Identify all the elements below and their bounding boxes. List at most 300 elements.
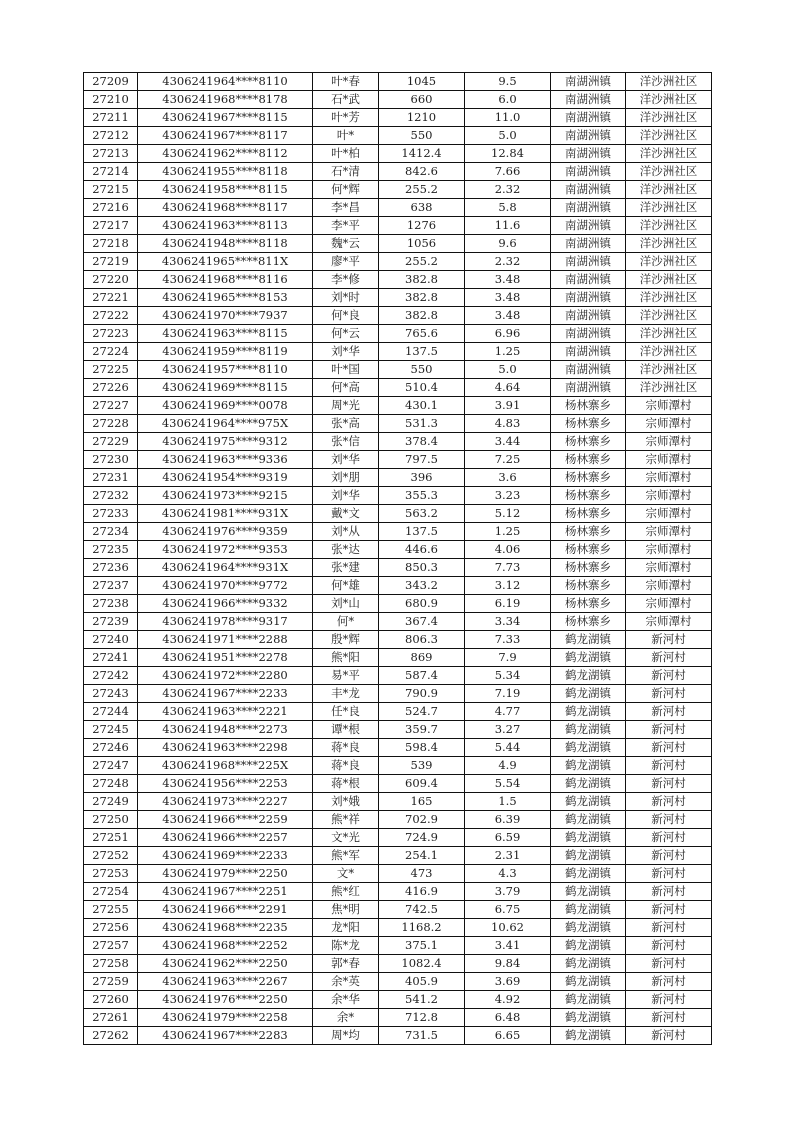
township-cell: 鹤龙湖镇 xyxy=(551,955,626,973)
amount-cell: 638 xyxy=(379,199,465,217)
serial-number-cell: 27213 xyxy=(84,145,138,163)
table-row xyxy=(84,271,712,289)
township-cell: 杨林寨乡 xyxy=(551,451,626,469)
township-cell: 杨林寨乡 xyxy=(551,487,626,505)
name-cell: 何*高 xyxy=(313,379,379,397)
id-number-cell: 4306241964****931X xyxy=(138,559,313,577)
amount-cell: 405.9 xyxy=(379,973,465,991)
amount-cell: 765.6 xyxy=(379,325,465,343)
table-row xyxy=(84,181,712,199)
amount-cell: 790.9 xyxy=(379,685,465,703)
area-cell: 1.5 xyxy=(465,793,551,811)
village-cell: 宗师潭村 xyxy=(626,595,712,613)
table-row xyxy=(84,937,712,955)
area-cell: 3.34 xyxy=(465,613,551,631)
township-cell: 南湖洲镇 xyxy=(551,253,626,271)
table-row xyxy=(84,559,712,577)
village-cell: 洋沙洲社区 xyxy=(626,217,712,235)
table-row xyxy=(84,1027,712,1045)
village-cell: 洋沙洲社区 xyxy=(626,271,712,289)
village-cell: 洋沙洲社区 xyxy=(626,235,712,253)
table-row xyxy=(84,595,712,613)
table-row xyxy=(84,865,712,883)
village-cell: 新河村 xyxy=(626,991,712,1009)
amount-cell: 742.5 xyxy=(379,901,465,919)
name-cell: 刘*娥 xyxy=(313,793,379,811)
amount-cell: 137.5 xyxy=(379,523,465,541)
amount-cell: 396 xyxy=(379,469,465,487)
table-row xyxy=(84,109,712,127)
township-cell: 鹤龙湖镇 xyxy=(551,1009,626,1027)
name-cell: 刘*从 xyxy=(313,523,379,541)
amount-cell: 165 xyxy=(379,793,465,811)
amount-cell: 446.6 xyxy=(379,541,465,559)
id-number-cell: 4306241968****8178 xyxy=(138,91,313,109)
village-cell: 洋沙洲社区 xyxy=(626,361,712,379)
id-number-cell: 4306241963****2298 xyxy=(138,739,313,757)
name-cell: 焦*明 xyxy=(313,901,379,919)
township-cell: 杨林寨乡 xyxy=(551,559,626,577)
serial-number-cell: 27260 xyxy=(84,991,138,1009)
amount-cell: 712.8 xyxy=(379,1009,465,1027)
serial-number-cell: 27219 xyxy=(84,253,138,271)
name-cell: 易*平 xyxy=(313,667,379,685)
serial-number-cell: 27225 xyxy=(84,361,138,379)
serial-number-cell: 27250 xyxy=(84,811,138,829)
township-cell: 鹤龙湖镇 xyxy=(551,667,626,685)
amount-cell: 382.8 xyxy=(379,307,465,325)
township-cell: 南湖洲镇 xyxy=(551,379,626,397)
name-cell: 叶*国 xyxy=(313,361,379,379)
village-cell: 宗师潭村 xyxy=(626,469,712,487)
area-cell: 3.91 xyxy=(465,397,551,415)
village-cell: 新河村 xyxy=(626,937,712,955)
village-cell: 新河村 xyxy=(626,1027,712,1045)
name-cell: 叶*芳 xyxy=(313,109,379,127)
name-cell: 余*英 xyxy=(313,973,379,991)
township-cell: 鹤龙湖镇 xyxy=(551,919,626,937)
id-number-cell: 4306241967****2283 xyxy=(138,1027,313,1045)
table-row xyxy=(84,1009,712,1027)
table-row xyxy=(84,901,712,919)
amount-cell: 416.9 xyxy=(379,883,465,901)
table-row xyxy=(84,325,712,343)
id-number-cell: 4306241968****225X xyxy=(138,757,313,775)
township-cell: 鹤龙湖镇 xyxy=(551,631,626,649)
table-body xyxy=(84,73,712,1045)
village-cell: 洋沙洲社区 xyxy=(626,73,712,91)
village-cell: 新河村 xyxy=(626,757,712,775)
serial-number-cell: 27246 xyxy=(84,739,138,757)
village-cell: 洋沙洲社区 xyxy=(626,307,712,325)
amount-cell: 355.3 xyxy=(379,487,465,505)
name-cell: 李*平 xyxy=(313,217,379,235)
name-cell: 张*信 xyxy=(313,433,379,451)
serial-number-cell: 27245 xyxy=(84,721,138,739)
name-cell: 文*光 xyxy=(313,829,379,847)
name-cell: 李*昌 xyxy=(313,199,379,217)
township-cell: 南湖洲镇 xyxy=(551,145,626,163)
serial-number-cell: 27214 xyxy=(84,163,138,181)
area-cell: 9.5 xyxy=(465,73,551,91)
serial-number-cell: 27252 xyxy=(84,847,138,865)
id-number-cell: 4306241965****8153 xyxy=(138,289,313,307)
village-cell: 新河村 xyxy=(626,631,712,649)
village-cell: 新河村 xyxy=(626,847,712,865)
township-cell: 鹤龙湖镇 xyxy=(551,865,626,883)
area-cell: 6.59 xyxy=(465,829,551,847)
area-cell: 3.48 xyxy=(465,307,551,325)
serial-number-cell: 27248 xyxy=(84,775,138,793)
area-cell: 1.25 xyxy=(465,523,551,541)
name-cell: 熊*红 xyxy=(313,883,379,901)
name-cell: 任*良 xyxy=(313,703,379,721)
id-number-cell: 4306241958****8115 xyxy=(138,181,313,199)
name-cell: 何*雄 xyxy=(313,577,379,595)
name-cell: 刘*朋 xyxy=(313,469,379,487)
name-cell: 石*武 xyxy=(313,91,379,109)
table-row xyxy=(84,883,712,901)
table-row xyxy=(84,127,712,145)
village-cell: 宗师潭村 xyxy=(626,415,712,433)
amount-cell: 806.3 xyxy=(379,631,465,649)
amount-cell: 598.4 xyxy=(379,739,465,757)
table-row xyxy=(84,253,712,271)
amount-cell: 137.5 xyxy=(379,343,465,361)
name-cell: 周*均 xyxy=(313,1027,379,1045)
name-cell: 熊*军 xyxy=(313,847,379,865)
serial-number-cell: 27241 xyxy=(84,649,138,667)
id-number-cell: 4306241967****8117 xyxy=(138,127,313,145)
table-row xyxy=(84,163,712,181)
serial-number-cell: 27249 xyxy=(84,793,138,811)
name-cell: 张*高 xyxy=(313,415,379,433)
amount-cell: 731.5 xyxy=(379,1027,465,1045)
amount-cell: 539 xyxy=(379,757,465,775)
area-cell: 6.65 xyxy=(465,1027,551,1045)
area-cell: 7.66 xyxy=(465,163,551,181)
name-cell: 石*清 xyxy=(313,163,379,181)
village-cell: 新河村 xyxy=(626,901,712,919)
amount-cell: 382.8 xyxy=(379,289,465,307)
amount-cell: 541.2 xyxy=(379,991,465,1009)
area-cell: 5.34 xyxy=(465,667,551,685)
serial-number-cell: 27223 xyxy=(84,325,138,343)
serial-number-cell: 27217 xyxy=(84,217,138,235)
area-cell: 4.06 xyxy=(465,541,551,559)
village-cell: 新河村 xyxy=(626,685,712,703)
amount-cell: 254.1 xyxy=(379,847,465,865)
name-cell: 丰*龙 xyxy=(313,685,379,703)
serial-number-cell: 27231 xyxy=(84,469,138,487)
id-number-cell: 4306241975****9312 xyxy=(138,433,313,451)
name-cell: 叶* xyxy=(313,127,379,145)
id-number-cell: 4306241969****2233 xyxy=(138,847,313,865)
serial-number-cell: 27227 xyxy=(84,397,138,415)
area-cell: 10.62 xyxy=(465,919,551,937)
table-row xyxy=(84,991,712,1009)
village-cell: 新河村 xyxy=(626,739,712,757)
name-cell: 刘*山 xyxy=(313,595,379,613)
amount-cell: 255.2 xyxy=(379,181,465,199)
amount-cell: 359.7 xyxy=(379,721,465,739)
table-row xyxy=(84,469,712,487)
id-number-cell: 4306241968****8117 xyxy=(138,199,313,217)
table-row xyxy=(84,631,712,649)
village-cell: 洋沙洲社区 xyxy=(626,199,712,217)
area-cell: 7.33 xyxy=(465,631,551,649)
area-cell: 11.0 xyxy=(465,109,551,127)
id-number-cell: 4306241957****8110 xyxy=(138,361,313,379)
area-cell: 3.79 xyxy=(465,883,551,901)
area-cell: 3.44 xyxy=(465,433,551,451)
township-cell: 杨林寨乡 xyxy=(551,469,626,487)
township-cell: 鹤龙湖镇 xyxy=(551,649,626,667)
township-cell: 鹤龙湖镇 xyxy=(551,757,626,775)
area-cell: 3.48 xyxy=(465,289,551,307)
area-cell: 6.19 xyxy=(465,595,551,613)
village-cell: 宗师潭村 xyxy=(626,613,712,631)
township-cell: 鹤龙湖镇 xyxy=(551,811,626,829)
serial-number-cell: 27224 xyxy=(84,343,138,361)
table-row xyxy=(84,955,712,973)
area-cell: 9.84 xyxy=(465,955,551,973)
id-number-cell: 4306241954****9319 xyxy=(138,469,313,487)
amount-cell: 869 xyxy=(379,649,465,667)
table-row xyxy=(84,757,712,775)
amount-cell: 550 xyxy=(379,361,465,379)
village-cell: 宗师潭村 xyxy=(626,451,712,469)
id-number-cell: 4306241969****0078 xyxy=(138,397,313,415)
table-row xyxy=(84,433,712,451)
amount-cell: 1168.2 xyxy=(379,919,465,937)
id-number-cell: 4306241971****2288 xyxy=(138,631,313,649)
township-cell: 鹤龙湖镇 xyxy=(551,739,626,757)
village-cell: 宗师潭村 xyxy=(626,523,712,541)
table-row xyxy=(84,685,712,703)
serial-number-cell: 27262 xyxy=(84,1027,138,1045)
township-cell: 杨林寨乡 xyxy=(551,505,626,523)
township-cell: 南湖洲镇 xyxy=(551,181,626,199)
amount-cell: 660 xyxy=(379,91,465,109)
name-cell: 熊*阳 xyxy=(313,649,379,667)
township-cell: 鹤龙湖镇 xyxy=(551,1027,626,1045)
area-cell: 7.73 xyxy=(465,559,551,577)
serial-number-cell: 27209 xyxy=(84,73,138,91)
id-number-cell: 4306241970****7937 xyxy=(138,307,313,325)
table-row xyxy=(84,73,712,91)
serial-number-cell: 27228 xyxy=(84,415,138,433)
serial-number-cell: 27256 xyxy=(84,919,138,937)
table-row xyxy=(84,721,712,739)
area-cell: 4.77 xyxy=(465,703,551,721)
area-cell: 4.83 xyxy=(465,415,551,433)
serial-number-cell: 27216 xyxy=(84,199,138,217)
id-number-cell: 4306241959****8119 xyxy=(138,343,313,361)
village-cell: 洋沙洲社区 xyxy=(626,253,712,271)
amount-cell: 510.4 xyxy=(379,379,465,397)
township-cell: 杨林寨乡 xyxy=(551,613,626,631)
amount-cell: 702.9 xyxy=(379,811,465,829)
amount-cell: 850.3 xyxy=(379,559,465,577)
area-cell: 3.41 xyxy=(465,937,551,955)
township-cell: 鹤龙湖镇 xyxy=(551,793,626,811)
name-cell: 文* xyxy=(313,865,379,883)
table-row xyxy=(84,667,712,685)
name-cell: 廖*平 xyxy=(313,253,379,271)
serial-number-cell: 27221 xyxy=(84,289,138,307)
table-row xyxy=(84,505,712,523)
area-cell: 6.39 xyxy=(465,811,551,829)
area-cell: 5.44 xyxy=(465,739,551,757)
amount-cell: 842.6 xyxy=(379,163,465,181)
village-cell: 新河村 xyxy=(626,865,712,883)
amount-cell: 1412.4 xyxy=(379,145,465,163)
id-number-cell: 4306241973****9215 xyxy=(138,487,313,505)
amount-cell: 563.2 xyxy=(379,505,465,523)
township-cell: 鹤龙湖镇 xyxy=(551,829,626,847)
village-cell: 洋沙洲社区 xyxy=(626,181,712,199)
amount-cell: 1056 xyxy=(379,235,465,253)
name-cell: 何*云 xyxy=(313,325,379,343)
amount-cell: 378.4 xyxy=(379,433,465,451)
amount-cell: 524.7 xyxy=(379,703,465,721)
village-cell: 新河村 xyxy=(626,919,712,937)
township-cell: 鹤龙湖镇 xyxy=(551,883,626,901)
table-row xyxy=(84,145,712,163)
area-cell: 7.9 xyxy=(465,649,551,667)
area-cell: 4.64 xyxy=(465,379,551,397)
township-cell: 南湖洲镇 xyxy=(551,199,626,217)
township-cell: 南湖洲镇 xyxy=(551,235,626,253)
table-row xyxy=(84,919,712,937)
amount-cell: 382.8 xyxy=(379,271,465,289)
village-cell: 宗师潭村 xyxy=(626,487,712,505)
amount-cell: 343.2 xyxy=(379,577,465,595)
township-cell: 南湖洲镇 xyxy=(551,271,626,289)
id-number-cell: 4306241962****8112 xyxy=(138,145,313,163)
amount-cell: 724.9 xyxy=(379,829,465,847)
area-cell: 11.6 xyxy=(465,217,551,235)
name-cell: 何*辉 xyxy=(313,181,379,199)
village-cell: 新河村 xyxy=(626,703,712,721)
id-number-cell: 4306241964****975X xyxy=(138,415,313,433)
township-cell: 南湖洲镇 xyxy=(551,163,626,181)
village-cell: 宗师潭村 xyxy=(626,397,712,415)
id-number-cell: 4306241968****2252 xyxy=(138,937,313,955)
township-cell: 南湖洲镇 xyxy=(551,343,626,361)
name-cell: 余* xyxy=(313,1009,379,1027)
serial-number-cell: 27220 xyxy=(84,271,138,289)
township-cell: 杨林寨乡 xyxy=(551,433,626,451)
amount-cell: 609.4 xyxy=(379,775,465,793)
area-cell: 5.0 xyxy=(465,361,551,379)
serial-number-cell: 27232 xyxy=(84,487,138,505)
amount-cell: 550 xyxy=(379,127,465,145)
serial-number-cell: 27234 xyxy=(84,523,138,541)
id-number-cell: 4306241981****931X xyxy=(138,505,313,523)
id-number-cell: 4306241963****2221 xyxy=(138,703,313,721)
area-cell: 2.31 xyxy=(465,847,551,865)
serial-number-cell: 27255 xyxy=(84,901,138,919)
serial-number-cell: 27218 xyxy=(84,235,138,253)
serial-number-cell: 27230 xyxy=(84,451,138,469)
data-table xyxy=(83,72,712,1045)
name-cell: 刘*华 xyxy=(313,487,379,505)
id-number-cell: 4306241963****8113 xyxy=(138,217,313,235)
area-cell: 3.69 xyxy=(465,973,551,991)
serial-number-cell: 27236 xyxy=(84,559,138,577)
village-cell: 洋沙洲社区 xyxy=(626,109,712,127)
table-row xyxy=(84,379,712,397)
township-cell: 南湖洲镇 xyxy=(551,127,626,145)
township-cell: 杨林寨乡 xyxy=(551,541,626,559)
township-cell: 杨林寨乡 xyxy=(551,523,626,541)
area-cell: 5.12 xyxy=(465,505,551,523)
township-cell: 杨林寨乡 xyxy=(551,397,626,415)
serial-number-cell: 27210 xyxy=(84,91,138,109)
id-number-cell: 4306241963****9336 xyxy=(138,451,313,469)
table-row xyxy=(84,91,712,109)
area-cell: 3.12 xyxy=(465,577,551,595)
table-row xyxy=(84,541,712,559)
name-cell: 叶*春 xyxy=(313,73,379,91)
serial-number-cell: 27211 xyxy=(84,109,138,127)
village-cell: 新河村 xyxy=(626,649,712,667)
area-cell: 4.9 xyxy=(465,757,551,775)
amount-cell: 680.9 xyxy=(379,595,465,613)
name-cell: 刘*时 xyxy=(313,289,379,307)
name-cell: 魏*云 xyxy=(313,235,379,253)
table-row xyxy=(84,649,712,667)
name-cell: 谭*根 xyxy=(313,721,379,739)
name-cell: 余*华 xyxy=(313,991,379,1009)
name-cell: 郭*春 xyxy=(313,955,379,973)
township-cell: 杨林寨乡 xyxy=(551,577,626,595)
township-cell: 杨林寨乡 xyxy=(551,415,626,433)
table-row xyxy=(84,847,712,865)
village-cell: 新河村 xyxy=(626,667,712,685)
table-row xyxy=(84,613,712,631)
id-number-cell: 4306241967****8115 xyxy=(138,109,313,127)
id-number-cell: 4306241978****9317 xyxy=(138,613,313,631)
table-row xyxy=(84,973,712,991)
id-number-cell: 4306241967****2233 xyxy=(138,685,313,703)
table-row xyxy=(84,793,712,811)
amount-cell: 1210 xyxy=(379,109,465,127)
id-number-cell: 4306241951****2278 xyxy=(138,649,313,667)
table-row xyxy=(84,199,712,217)
name-cell: 叶*柏 xyxy=(313,145,379,163)
table-row xyxy=(84,739,712,757)
village-cell: 洋沙洲社区 xyxy=(626,343,712,361)
amount-cell: 1082.4 xyxy=(379,955,465,973)
area-cell: 4.3 xyxy=(465,865,551,883)
township-cell: 鹤龙湖镇 xyxy=(551,721,626,739)
id-number-cell: 4306241966****2291 xyxy=(138,901,313,919)
serial-number-cell: 27212 xyxy=(84,127,138,145)
village-cell: 新河村 xyxy=(626,973,712,991)
area-cell: 7.25 xyxy=(465,451,551,469)
serial-number-cell: 27215 xyxy=(84,181,138,199)
serial-number-cell: 27257 xyxy=(84,937,138,955)
area-cell: 2.32 xyxy=(465,253,551,271)
id-number-cell: 4306241973****2227 xyxy=(138,793,313,811)
id-number-cell: 4306241955****8118 xyxy=(138,163,313,181)
area-cell: 6.48 xyxy=(465,1009,551,1027)
name-cell: 何*良 xyxy=(313,307,379,325)
name-cell: 张*建 xyxy=(313,559,379,577)
